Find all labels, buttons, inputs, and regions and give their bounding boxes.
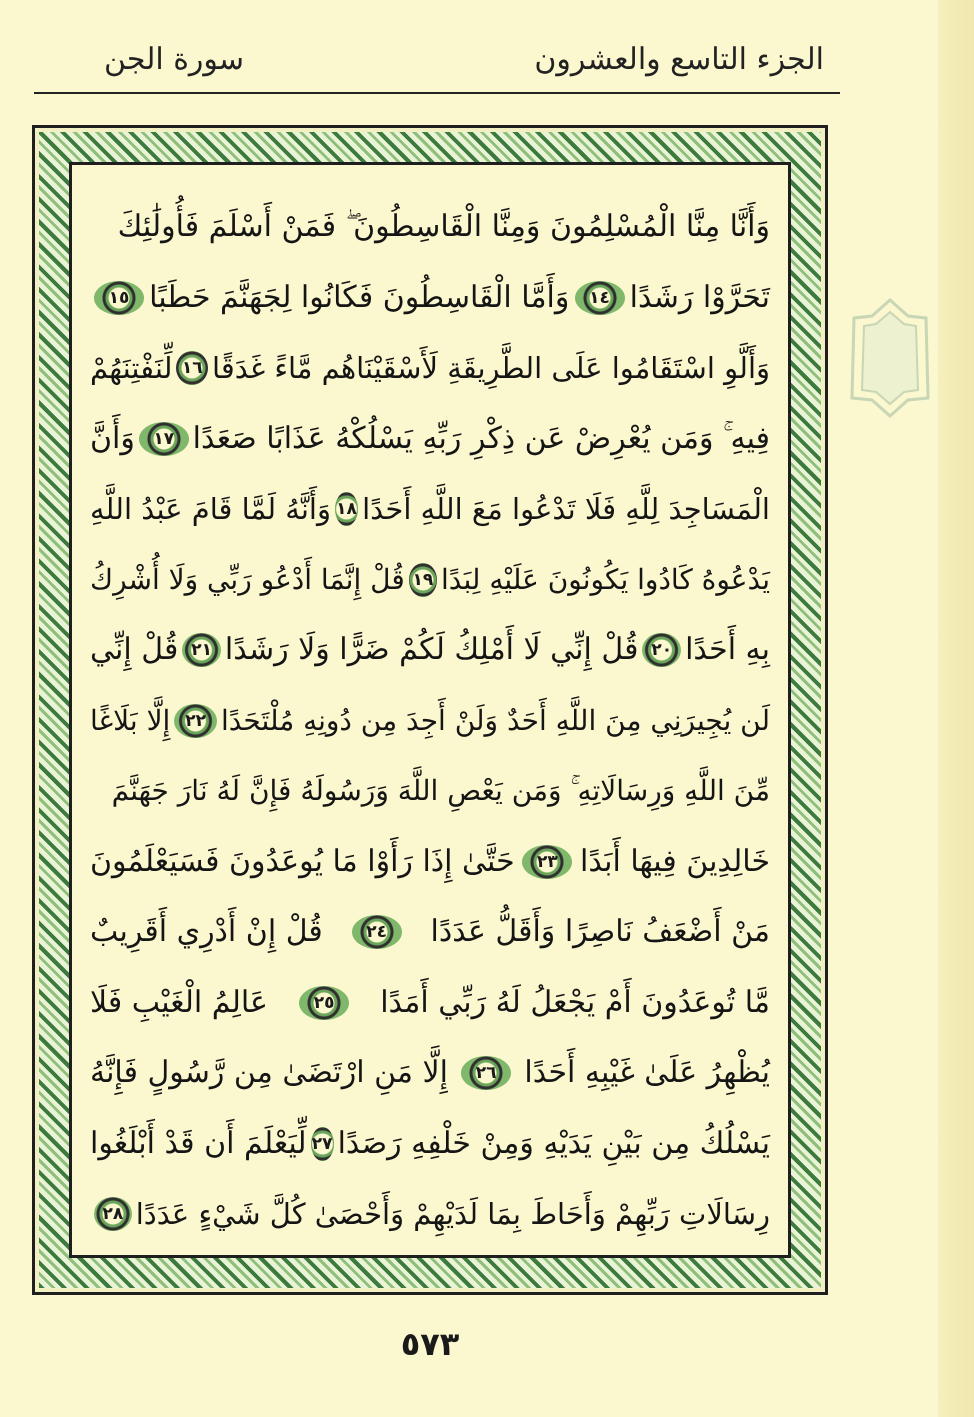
verse-text: وَأَمَّا الْقَاسِطُونَ فَكَانُوا لِجَهَنَّمَ حَطَبًا — [149, 279, 570, 315]
verse-text: مَّا تُوعَدُونَ أَمْ يَجْعَلُ لَهُ رَبِّي أَمَدًا — [380, 984, 770, 1020]
verse-text: وَأَنَّ — [90, 420, 135, 456]
text-line — [90, 409, 770, 469]
page-edge — [938, 0, 974, 1417]
verse-text: لَن يُجِيرَنِي مِنَ اللَّهِ أَحَدٌ وَلَنْ أَجِدَ مِن دُونِهِ مُلْتَحَدًا — [220, 703, 770, 737]
verse-text: بِهِ أَحَدًا — [685, 632, 770, 667]
verse-text: رِسَالَاتِ رَبِّهِمْ وَأَحَاطَ بِمَا لَدَيْهِمْ وَأَحْصَىٰ كُلَّ شَيْءٍ عَدَدًا — [135, 1197, 770, 1231]
ayah-number-marker: ٢٢ — [174, 704, 217, 738]
ayah-number-marker: ١٥ — [94, 281, 144, 315]
text-panel — [69, 162, 791, 1258]
page-header — [0, 30, 974, 90]
verse-text: حَتَّىٰ إِذَا رَأَوْا مَا يُوعَدُونَ فَسَيَعْلَمُونَ — [90, 843, 515, 879]
ayah-number-marker: ١٦ — [176, 351, 208, 385]
text-line — [90, 1184, 770, 1244]
juz-title: الجزء التاسع والعشرون — [534, 42, 824, 77]
verse-text: قُلْ إِنْ أَدْرِي أَقَرِيبٌ — [90, 914, 323, 949]
hizb-ornament-icon — [848, 298, 932, 418]
verse-text: قُلْ إِنِّي لَا أَمْلِكُ لَكُمْ ضَرًّا وَلَا رَشَدًا — [224, 632, 639, 667]
verse-text: يَدْعُوهُ كَادُوا يَكُونُونَ عَلَيْهِ لِبَدًا — [441, 562, 770, 596]
verse-text: وَأَلَّوِ اسْتَقَامُوا عَلَى الطَّرِيقَةِ لَأَسْقَيْنَاهُم مَّاءً غَدَقًا — [212, 351, 770, 385]
text-line — [90, 973, 770, 1033]
ayah-number-marker: ١٧ — [139, 422, 189, 456]
text-line — [90, 1043, 770, 1103]
ayah-number-marker: ٢١ — [182, 633, 221, 667]
text-line — [90, 479, 770, 539]
verse-text: يَسْلُكُ مِن بَيْنِ يَدَيْهِ وَمِنْ خَلْفِهِ رَصَدًا — [337, 1125, 770, 1161]
text-line — [90, 902, 770, 962]
verse-text: تَحَرَّوْا رَشَدًا — [629, 279, 770, 315]
ayah-number-marker: ٢٥ — [299, 986, 349, 1020]
verse-text: لِّيَعْلَمَ أَن قَدْ أَبْلَغُوا — [90, 1125, 307, 1161]
page-number: ٥٧٣ — [400, 1325, 460, 1363]
text-line — [90, 620, 770, 680]
verse-text: مَنْ أَضْعَفُ نَاصِرًا وَأَقَلُّ عَدَدًا — [430, 914, 770, 949]
ayah-number-marker: ١٤ — [575, 281, 625, 315]
verse-text: لِّنَفْتِنَهُمْ — [90, 351, 173, 385]
ayah-number-marker: ٢٤ — [352, 915, 402, 949]
surah-title: سورة الجن — [104, 42, 245, 77]
verse-text: قُلْ إِنَّمَا أَدْعُو رَبِّي وَلَا أُشْرِكُ — [90, 562, 405, 596]
verse-text: مِّنَ اللَّهِ وَرِسَالَاتِهِ ۚ وَمَن يَعْصِ اللَّهَ وَرَسُولَهُ فَإِنَّ لَهُ نَارَ جَهَنَّمَ — [111, 774, 770, 807]
verse-text: يُظْهِرُ عَلَىٰ غَيْبِهِ أَحَدًا — [524, 1055, 770, 1090]
verse-text: إِلَّا بَلَاغًا — [90, 703, 171, 737]
ayah-number-marker: ٢٧ — [311, 1127, 334, 1161]
ayah-number-marker: ١٨ — [335, 492, 358, 526]
verse-text: إِلَّا مَنِ ارْتَضَىٰ مِن رَّسُولٍ فَإِنَّهُ — [90, 1055, 448, 1090]
ayah-number-marker: ٢٣ — [522, 845, 572, 879]
verse-text: وَأَنَّا مِنَّا الْمُسْلِمُونَ وَمِنَّا الْقَاسِطُونَ ۖ فَمَنْ أَسْلَمَ فَأُولَٰئِكَ — [117, 209, 770, 244]
ayah-number-marker: ٢٠ — [642, 633, 681, 667]
text-line — [90, 832, 770, 892]
text-line — [90, 1114, 770, 1174]
verse-text: قُلْ إِنِّي — [90, 632, 179, 667]
verse-text: عَالِمُ الْغَيْبِ فَلَا — [90, 984, 268, 1020]
verse-text: الْمَسَاجِدَ لِلَّهِ فَلَا تَدْعُوا مَعَ اللَّهِ أَحَدًا — [362, 492, 770, 526]
quran-text — [82, 175, 778, 1245]
text-line — [90, 550, 770, 610]
header-rule — [34, 92, 840, 94]
ayah-number-marker: ١٩ — [409, 563, 437, 597]
text-line — [90, 338, 770, 398]
ayah-number-marker: ٢٦ — [461, 1056, 511, 1090]
text-line — [90, 761, 770, 821]
text-line — [90, 268, 770, 328]
verse-text: وَأَنَّهُ لَمَّا قَامَ عَبْدُ اللَّهِ — [90, 492, 331, 526]
text-line — [90, 197, 770, 257]
ayah-number-marker: ٢٨ — [94, 1197, 132, 1231]
verse-text: فِيهِ ۚ وَمَن يُعْرِضْ عَن ذِكْرِ رَبِّهِ يَسْلُكْهُ عَذَابًا صَعَدًا — [192, 420, 770, 456]
text-line — [90, 691, 770, 751]
text-frame — [32, 125, 828, 1295]
verse-text: خَالِدِينَ فِيهَا أَبَدًا — [580, 843, 770, 879]
